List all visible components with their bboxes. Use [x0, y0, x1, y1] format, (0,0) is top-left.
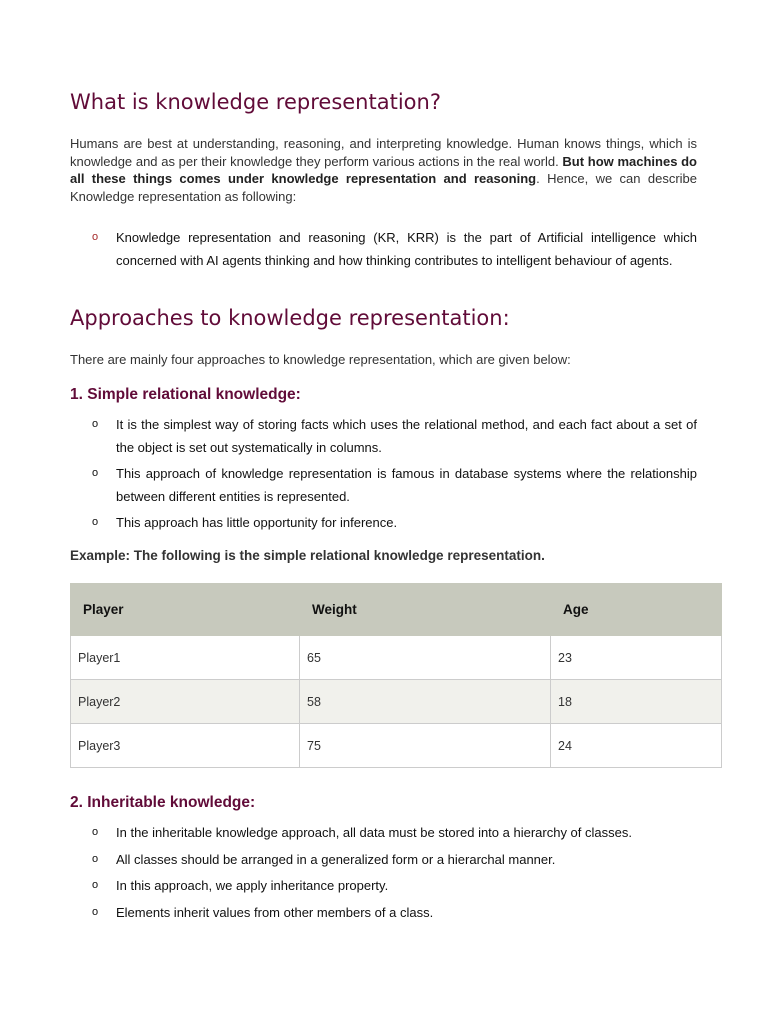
intro-bullet-text: Knowledge representation and reasoning (KR, KRR) is the part of Artificial intelligence which concerned with AI agents thinking and how thinking contributes to intelligent behaviour of agents.: [116, 230, 697, 268]
intro-text-1: Humans are best at understanding, reasoning, and interpreting knowledge. Human knows things, which is knowledge and as per their knowledge they perform various actions in the real world.: [70, 136, 697, 169]
bullet-circle-icon: o: [92, 853, 99, 865]
intro-bold-text: But how machines do all these things comes under knowledge representation and reasoning: [70, 153, 697, 186]
table-cell: 23: [551, 636, 722, 680]
column-header-age: Age: [551, 584, 722, 636]
list-item: [70, 874, 697, 897]
table-cell: 75: [300, 724, 551, 768]
approaches-intro: There are mainly four approaches to knowledge representation, which are given below:: [70, 352, 571, 367]
list-item: [70, 462, 697, 508]
example-caption: Example: The following is the simple relational knowledge representation.: [70, 548, 545, 563]
list-item: [70, 226, 697, 296]
column-header-player: Player: [71, 584, 300, 636]
table-cell: 65: [300, 636, 551, 680]
list-item: [70, 511, 697, 534]
section-heading-approaches: Approaches to knowledge representation:: [70, 306, 510, 330]
intro-paragraph: [70, 135, 697, 205]
bullet-circle-icon: o: [92, 906, 99, 918]
bullet-circle-icon: o: [92, 516, 99, 528]
bullet-circle-icon: o: [92, 826, 99, 838]
page-title: What is knowledge representation?: [70, 90, 441, 114]
relational-knowledge-table: [70, 583, 722, 768]
list-item: [70, 821, 697, 844]
table-cell: 24: [551, 724, 722, 768]
table-cell: Player1: [71, 636, 300, 680]
bullet-circle-icon: o: [92, 467, 99, 479]
list-item-text: It is the simplest way of storing facts which uses the relational method, and each fact about a set of the object is set out systematically in columns.: [116, 417, 697, 455]
table-cell: 58: [300, 680, 551, 724]
bullet-circle-icon: o: [92, 879, 99, 891]
table-cell: Player3: [71, 724, 300, 768]
list-item-text: This approach has little opportunity for inference.: [116, 515, 398, 530]
list-item-text: In this approach, we apply inheritance property.: [116, 878, 389, 893]
list-item-text: This approach of knowledge representation is famous in database systems where the relationship between different entities is represented.: [116, 466, 697, 504]
table-header-row: [71, 584, 722, 636]
section-title-inheritable: 2. Inheritable knowledge:: [70, 794, 256, 811]
column-header-weight: Weight: [300, 584, 551, 636]
table-row: [71, 636, 722, 680]
table-cell: Player2: [71, 680, 300, 724]
table-row: [71, 680, 722, 724]
bullet-circle-icon: o: [92, 231, 99, 243]
list-item-text: Elements inherit values from other members of a class.: [116, 905, 434, 920]
section-title-simple-relational: 1. Simple relational knowledge:: [70, 386, 301, 403]
list-item-text: In the inheritable knowledge approach, all data must be stored into a hierarchy of classes.: [116, 825, 632, 840]
table-row: [71, 724, 722, 768]
bullet-circle-icon: o: [92, 418, 99, 430]
list-item: [70, 413, 697, 459]
list-item: [70, 901, 697, 924]
intro-text-2: . Hence, we can describe Knowledge representation as following:: [70, 171, 697, 204]
list-item: [70, 848, 697, 871]
list-item-text: All classes should be arranged in a generalized form or a hierarchal manner.: [116, 852, 556, 867]
table-cell: 18: [551, 680, 722, 724]
